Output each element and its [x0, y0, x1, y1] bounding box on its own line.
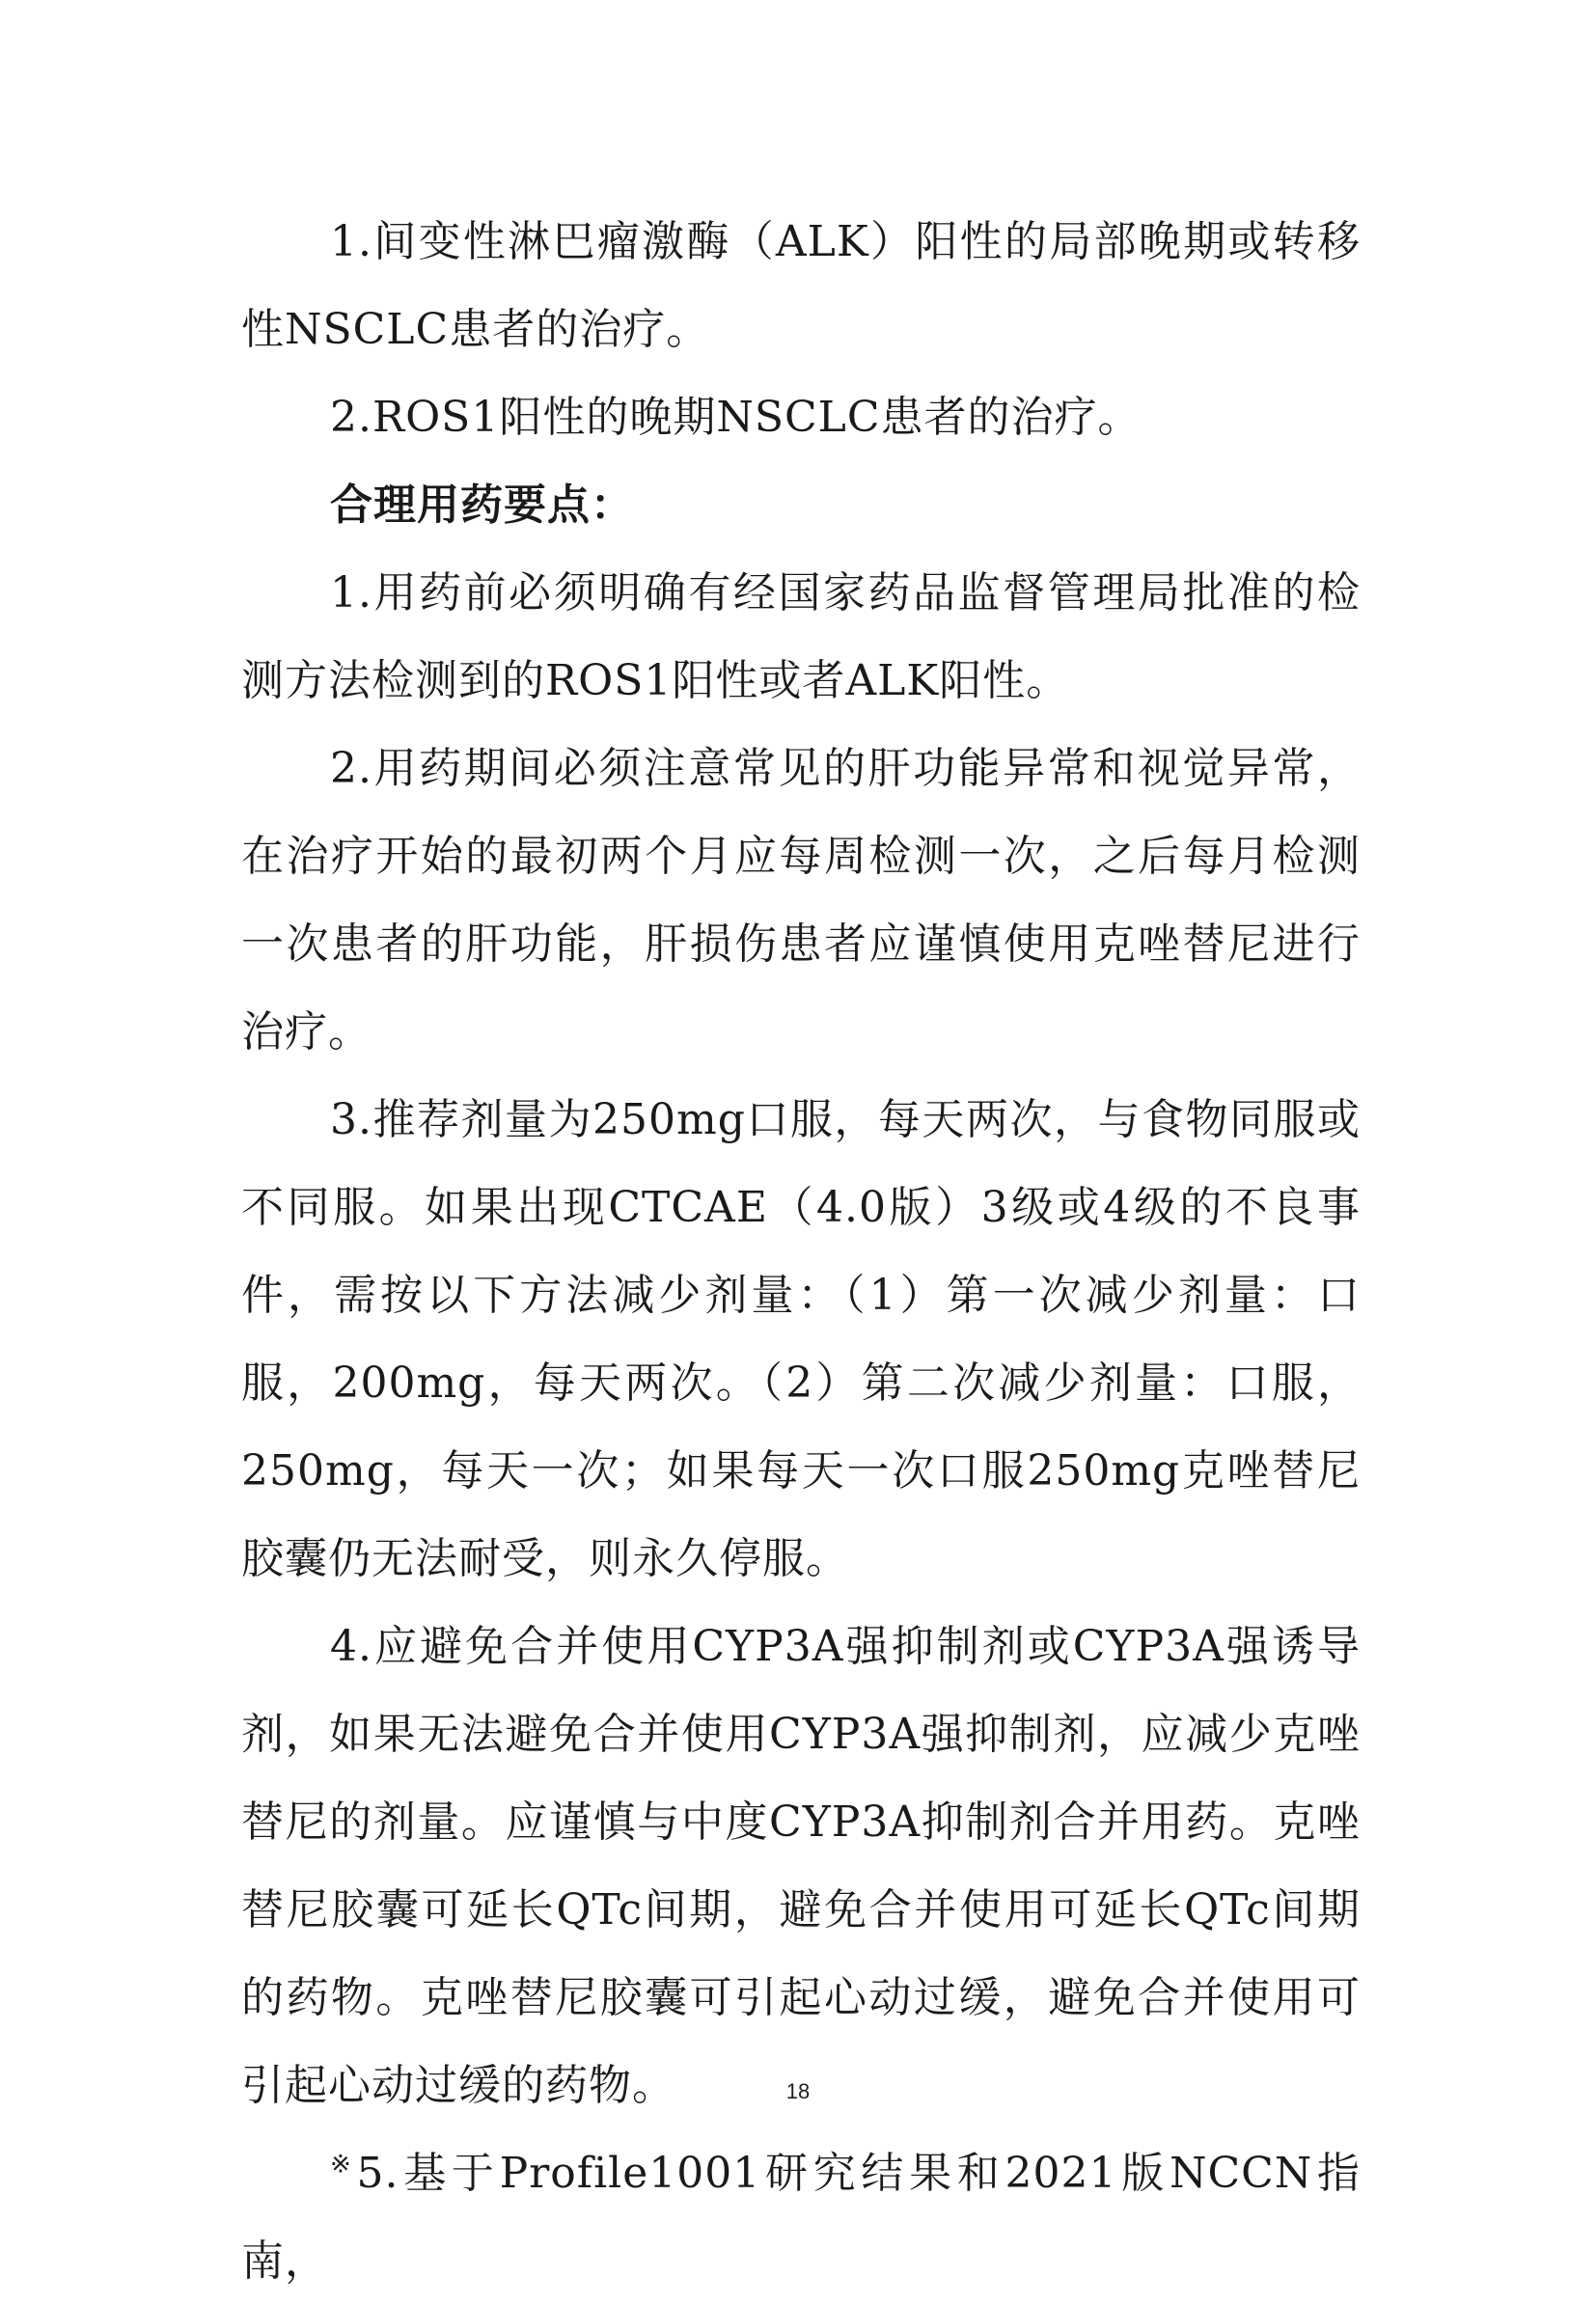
page-number: 18: [785, 2079, 811, 2103]
document-body: [241, 198, 1361, 2305]
point-2: 2.用药期间必须注意常见的肝功能异常和视觉异常，在治疗开始的最初两个月应每周检测一次，之后每月检测一次患者的肝功能，肝损伤患者应谨慎使用克唑替尼进行治疗。: [241, 744, 1361, 1056]
point-4: 4.应避免合并使用CYP3A强抑制剂或CYP3A强诱导剂，如果无法避免合并使用CYP3A强抑制剂，应减少克唑替尼的剂量。应谨慎与中度CYP3A抑制剂合并用药。克唑替尼胶囊可延长QTc间期，避免合并使用可延长QTc间期的药物。克唑替尼胶囊可引起心动过缓，避免合并使用可引起心动过缓的药物。: [241, 1622, 1361, 2110]
point-5: [241, 2129, 1361, 2305]
indication-2: 2.ROS1阳性的晚期NSCLC患者的治疗。: [330, 393, 1142, 442]
section-heading: 合理用药要点：: [330, 480, 634, 530]
point-3: 3.推荐剂量为250mg口服，每天两次，与食物同服或不同服。如果出现CTCAE（4.0版）3级或4级的不良事件，需按以下方法减少剂量：（1）第一次减少剂量：口服，200mg，每天两次。（2）第二次减少剂量：口服，250mg，每天一次；如果每天一次口服250mg克唑替尼胶囊仍无法耐受，则永久停服。: [241, 1095, 1361, 1583]
note-mark: ※: [330, 2150, 357, 2180]
indication-1: 1.间变性淋巴瘤激酶（ALK）阳性的局部晚期或转移性NSCLC患者的治疗。: [241, 217, 1361, 354]
point-5-text: 5.基于Profile1001研究结果和2021版NCCN指南，: [241, 2149, 1361, 2286]
point-1: 1.用药前必须明确有经国家药品监督管理局批准的检测方法检测到的ROS1阳性或者ALK阳性。: [241, 568, 1361, 705]
